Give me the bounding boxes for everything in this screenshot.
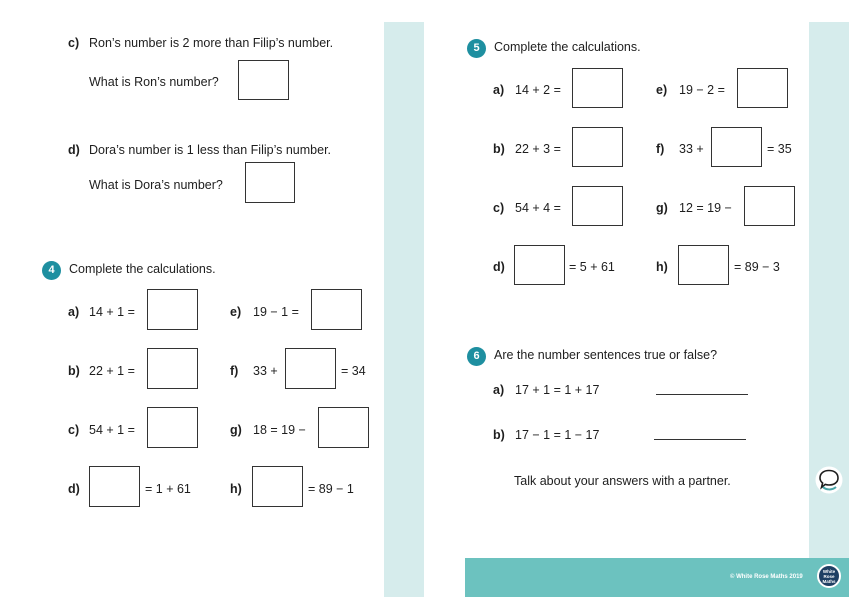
q3c-prompt: What is Ron’s number? <box>89 75 219 89</box>
q5f-answer-box[interactable] <box>711 127 762 167</box>
q5e-answer-box[interactable] <box>737 68 788 108</box>
q5f-before: 33 + <box>679 142 704 156</box>
q4b-expr: 22 + 1 = <box>89 364 135 378</box>
q4e-answer-box[interactable] <box>311 289 362 330</box>
q5h-answer-box[interactable] <box>678 245 729 285</box>
q5a-label: a) <box>493 83 505 97</box>
q6-title: Are the number sentences true or false? <box>494 348 718 362</box>
q5a-expr: 14 + 2 = <box>515 83 561 97</box>
q5d-after: = 5 + 61 <box>569 260 615 274</box>
speech-bubble-icon <box>815 466 843 494</box>
q3c-text: Ron’s number is 2 more than Filip’s number. <box>89 36 334 50</box>
q6a-expr: 17 + 1 = 1 + 17 <box>515 383 600 397</box>
q5b-answer-box[interactable] <box>572 127 623 167</box>
q4d-answer-box[interactable] <box>89 466 140 507</box>
q5d-answer-box[interactable] <box>514 245 565 285</box>
q5e-label: e) <box>656 83 668 97</box>
q5c-label: c) <box>493 201 505 215</box>
q4e-label: e) <box>230 305 242 319</box>
q4d-label: d) <box>68 482 80 496</box>
q6a-label: a) <box>493 383 505 397</box>
q5g-label: g) <box>656 201 668 215</box>
q3d-label: d) <box>68 143 80 157</box>
q4f-answer-box[interactable] <box>285 348 336 389</box>
q6b-answer-line[interactable] <box>654 439 746 440</box>
q5f-after: = 35 <box>767 142 792 156</box>
q4c-expr: 54 + 1 = <box>89 423 135 437</box>
q4e-expr: 19 − 1 = <box>253 305 299 319</box>
q3d-answer-box[interactable] <box>245 162 295 203</box>
q4h-after: = 89 − 1 <box>308 482 354 496</box>
q6-number-badge: 6 <box>467 347 486 366</box>
q5c-expr: 54 + 4 = <box>515 201 561 215</box>
q5b-expr: 22 + 3 = <box>515 142 561 156</box>
q4a-expr: 14 + 1 = <box>89 305 135 319</box>
q6b-expr: 17 − 1 = 1 − 17 <box>515 428 600 442</box>
white-rose-maths-logo <box>817 564 841 588</box>
footer-copyright: © White Rose Maths 2019 <box>730 574 803 580</box>
q4b-label: b) <box>68 364 80 378</box>
q5g-answer-box[interactable] <box>744 186 795 226</box>
q5f-label: f) <box>656 142 665 156</box>
q6-talk-prompt: Talk about your answers with a partner. <box>514 474 731 488</box>
q4a-label: a) <box>68 305 80 319</box>
q3d-prompt: What is Dora’s number? <box>89 178 223 192</box>
q5b-label: b) <box>493 142 505 156</box>
q4h-answer-box[interactable] <box>252 466 303 507</box>
q4c-answer-box[interactable] <box>147 407 198 448</box>
q5g-expr: 12 = 19 − <box>679 201 732 215</box>
q5-number-badge: 5 <box>467 39 486 58</box>
q3c-label: c) <box>68 36 80 50</box>
q5d-label: d) <box>493 260 505 274</box>
logo-line-1: White <box>822 568 836 574</box>
q4-number-badge: 4 <box>42 261 61 280</box>
q4d-after: = 1 + 61 <box>145 482 191 496</box>
q4g-label: g) <box>230 423 242 437</box>
q5h-after: = 89 − 3 <box>734 260 780 274</box>
q6b-label: b) <box>493 428 505 442</box>
q4-title: Complete the calculations. <box>69 262 216 276</box>
q4f-label: f) <box>230 364 239 378</box>
q3c-answer-box[interactable] <box>238 60 289 100</box>
q5-title: Complete the calculations. <box>494 40 641 54</box>
q4h-label: h) <box>230 482 242 496</box>
q6a-answer-line[interactable] <box>656 394 748 395</box>
q5e-expr: 19 − 2 = <box>679 83 725 97</box>
logo-line-2: Rose <box>823 573 835 579</box>
q4b-answer-box[interactable] <box>147 348 198 389</box>
left-page-margin-strip <box>384 22 424 597</box>
q4c-label: c) <box>68 423 80 437</box>
logo-line-3: Maths <box>822 578 836 584</box>
q4g-answer-box[interactable] <box>318 407 369 448</box>
q4a-answer-box[interactable] <box>147 289 198 330</box>
q4f-before: 33 + <box>253 364 278 378</box>
q4g-expr: 18 = 19 − <box>253 423 306 437</box>
q5a-answer-box[interactable] <box>572 68 623 108</box>
q4f-after: = 34 <box>341 364 366 378</box>
q5h-label: h) <box>656 260 668 274</box>
q5c-answer-box[interactable] <box>572 186 623 226</box>
q3d-text: Dora’s number is 1 less than Filip’s number. <box>89 143 332 157</box>
